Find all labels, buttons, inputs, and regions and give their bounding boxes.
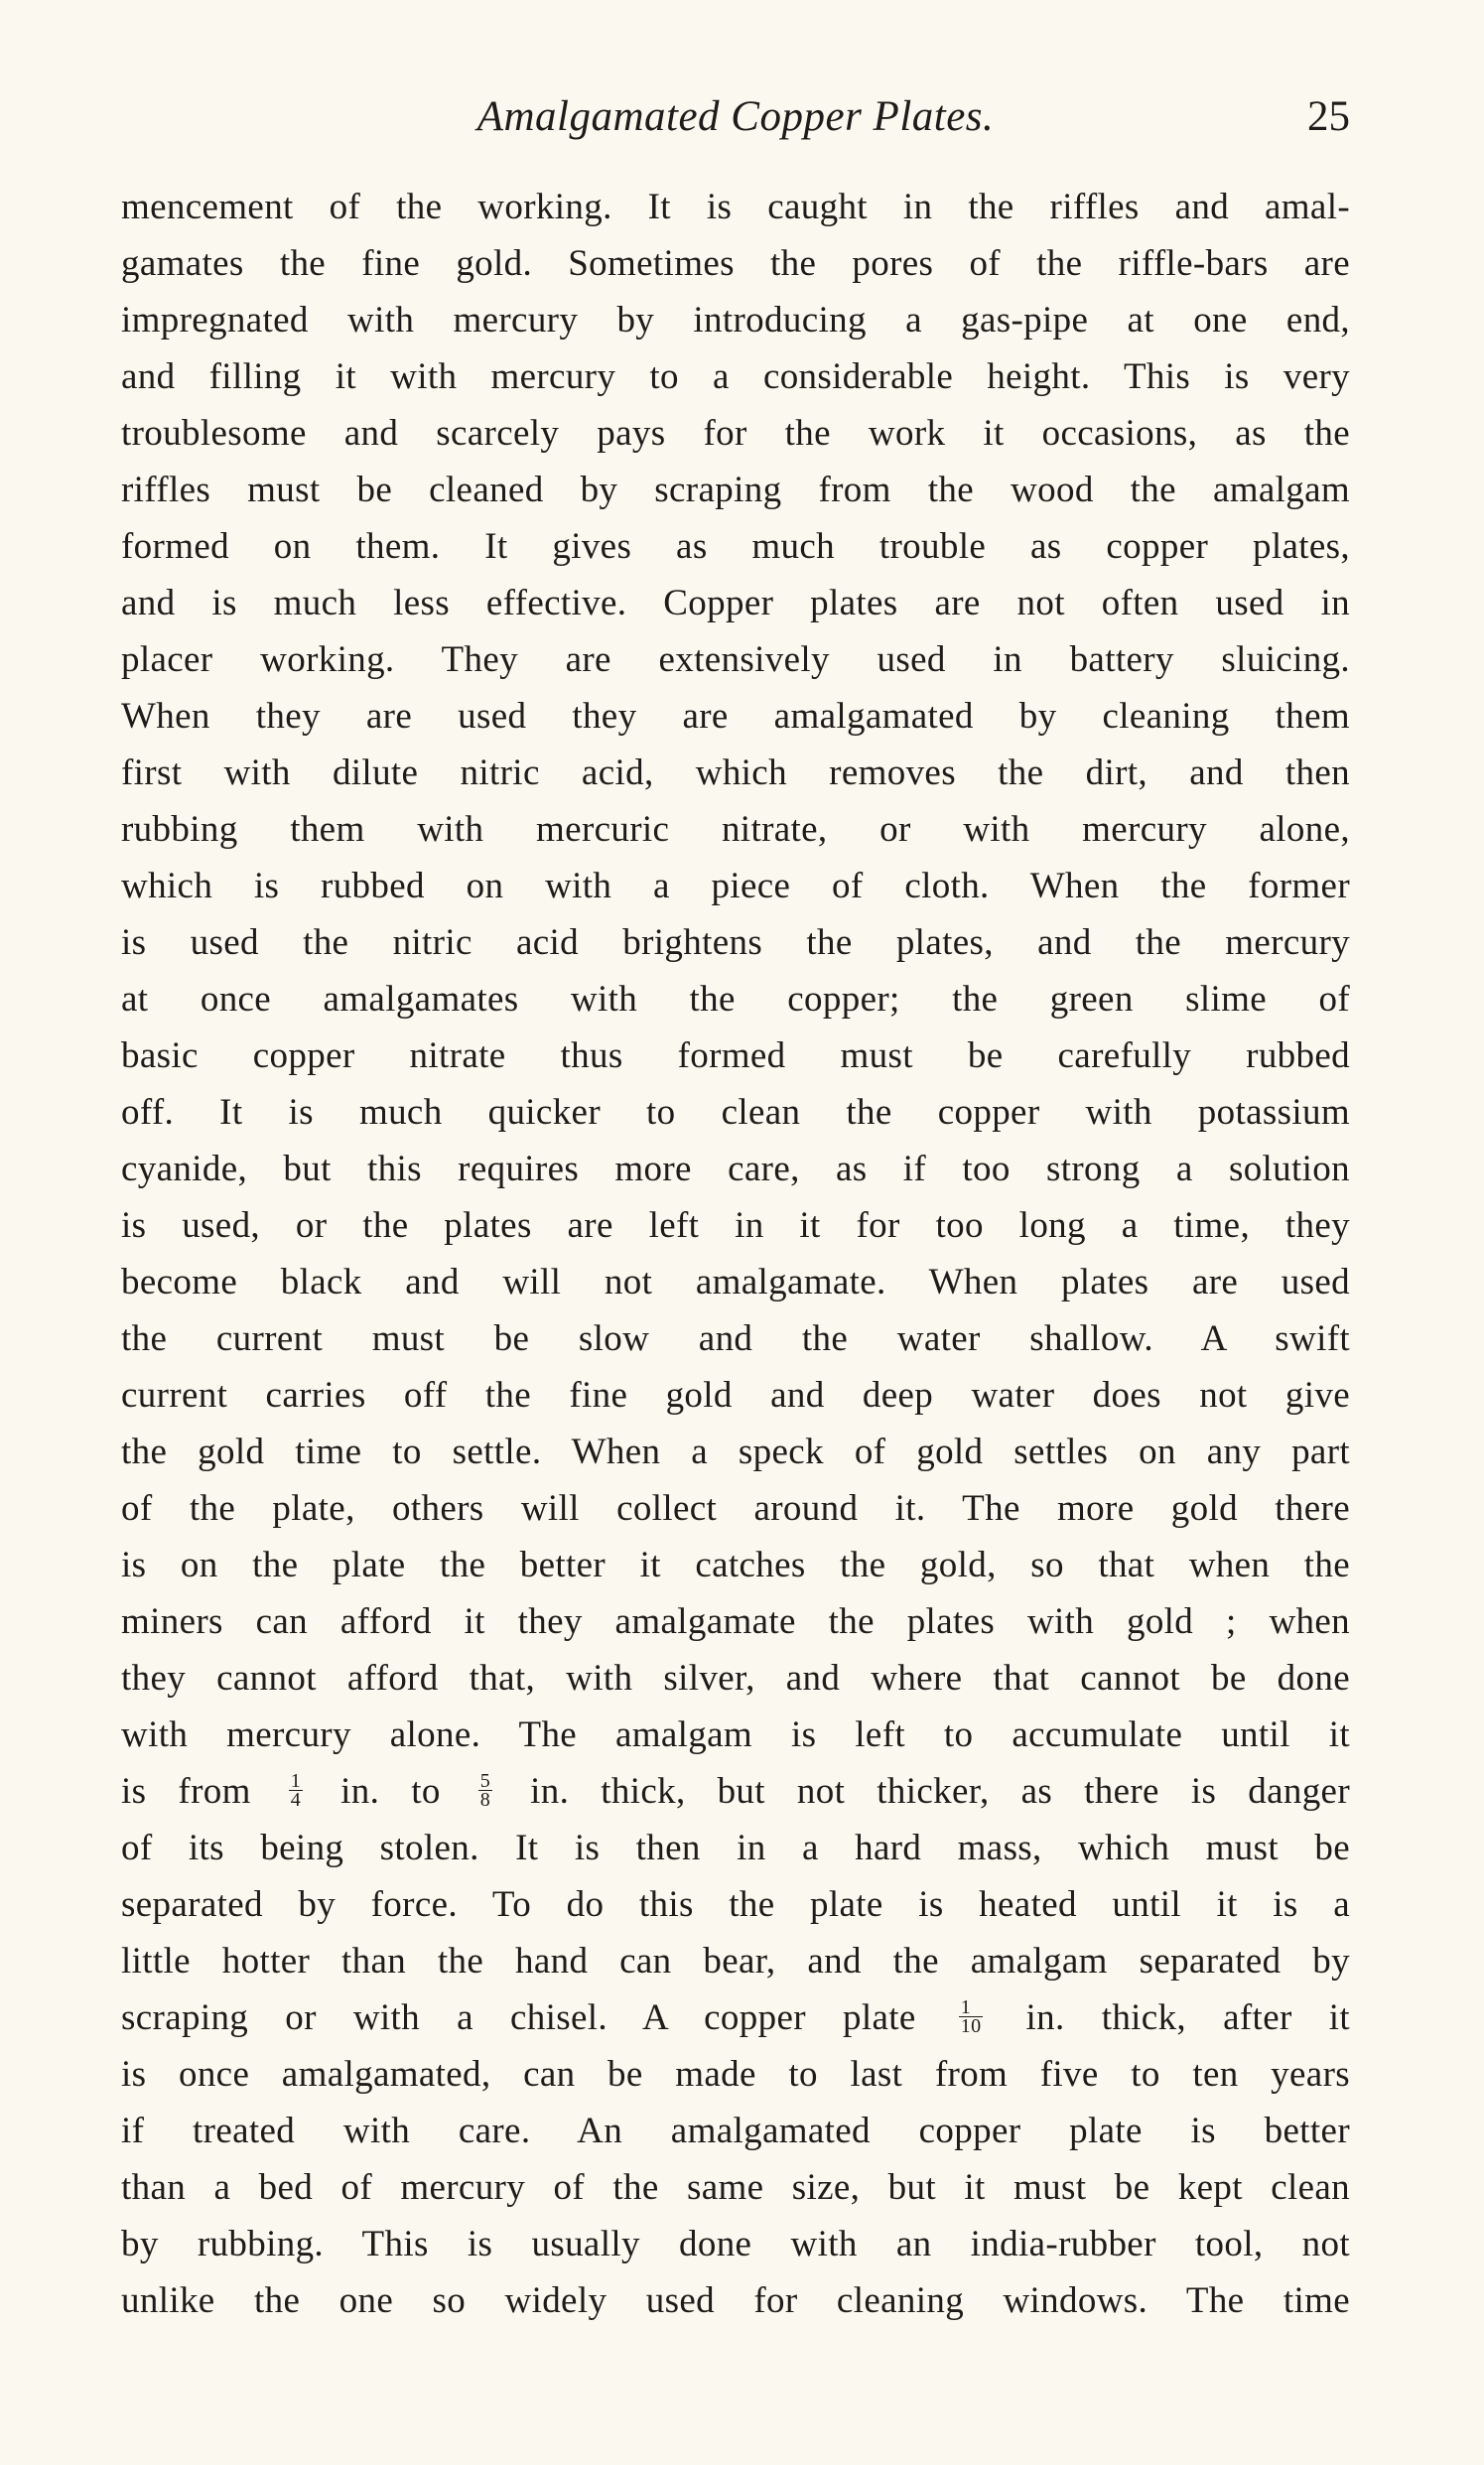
text-line: if treated with care. An amalgamated copper plate is better bbox=[121, 2111, 1350, 2151]
text-line-with-fraction bbox=[121, 1989, 1350, 2046]
text-line: little hotter than the hand can bear, and the amalgam separated by bbox=[121, 1941, 1350, 1982]
text-line: off. It is much quicker to clean the copper with potassium bbox=[121, 1092, 1350, 1133]
fraction-denominator: 8 bbox=[479, 1789, 491, 1812]
text-line: placer working. They are extensively used in battery sluicing. bbox=[121, 639, 1350, 680]
text-line: with mercury alone. The amalgam is left to accumulate until it bbox=[121, 1714, 1350, 1755]
text-line: first with dilute nitric acid, which removes the dirt, and then bbox=[121, 753, 1350, 793]
text-line: is on the plate the better it catches the gold, so that when the bbox=[121, 1545, 1350, 1585]
text-line: than a bed of mercury of the same size, but it must be kept clean bbox=[121, 2167, 1350, 2208]
text-line: they cannot afford that, with silver, and where that cannot be done bbox=[121, 1658, 1350, 1699]
text-line: formed on them. It gives as much trouble as copper plates, bbox=[121, 526, 1350, 567]
text-line: become black and will not amalgamate. When plates are used bbox=[121, 1262, 1350, 1302]
fraction-one-tenth bbox=[959, 1996, 984, 2038]
text-line: miners can afford it they amalgamate the plates with gold ; when bbox=[121, 1601, 1350, 1642]
text-segment: scraping or with a chisel. A copper plate bbox=[121, 1997, 916, 2038]
text-segment: in. thick, but not thicker, as there is danger bbox=[530, 1771, 1350, 1812]
text-segment: in. to bbox=[340, 1771, 441, 1812]
text-line: which is rubbed on with a piece of cloth. When the former bbox=[121, 866, 1350, 906]
text-line: and filling it with mercury to a considerable height. This is very bbox=[121, 356, 1350, 397]
text-line: separated by force. To do this the plate is heated until it is a bbox=[121, 1884, 1350, 1925]
fraction-quarter bbox=[289, 1770, 303, 1812]
text-line: unlike the one so widely used for cleaning windows. The time bbox=[121, 2280, 1350, 2321]
text-line: When they are used they are amalgamated by cleaning them bbox=[121, 696, 1350, 737]
text-line: is used, or the plates are left in it for too long a time, they bbox=[121, 1205, 1350, 1246]
text-line: the gold time to settle. When a speck of gold settles on any part bbox=[121, 1432, 1350, 1472]
text-segment: is from bbox=[121, 1771, 251, 1812]
fraction-denominator: 10 bbox=[960, 2015, 982, 2038]
text-line: of the plate, others will collect around it. The more gold there bbox=[121, 1488, 1350, 1529]
text-line: current carries off the fine gold and deep water does not give bbox=[121, 1375, 1350, 1416]
fraction-numerator: 1 bbox=[290, 1770, 302, 1793]
fraction-five-eighths bbox=[478, 1770, 492, 1812]
text-line-with-fractions bbox=[121, 1763, 1350, 1820]
fraction-numerator: 5 bbox=[479, 1770, 491, 1793]
text-line: and is much less effective. Copper plates are not often used in bbox=[121, 583, 1350, 623]
text-line: of its being stolen. It is then in a hard mass, which must be bbox=[121, 1828, 1350, 1868]
text-line: at once amalgamates with the copper; the green slime of bbox=[121, 979, 1350, 1020]
text-line: by rubbing. This is usually done with an india-rubber tool, not bbox=[121, 2224, 1350, 2264]
text-segment: in. thick, after it bbox=[1025, 1997, 1350, 2038]
text-line: cyanide, but this requires more care, as if too strong a solution bbox=[121, 1149, 1350, 1189]
text-line: is once amalgamated, can be made to last from five to ten years bbox=[121, 2054, 1350, 2095]
text-line: is used the nitric acid brightens the plates, and the mercury bbox=[121, 922, 1350, 963]
text-line: rubbing them with mercuric nitrate, or with mercury alone, bbox=[121, 809, 1350, 850]
body-text bbox=[121, 179, 1350, 2329]
text-line: basic copper nitrate thus formed must be carefully rubbed bbox=[121, 1035, 1350, 1076]
fraction-numerator: 1 bbox=[959, 1998, 984, 2017]
text-line: troublesome and scarcely pays for the work it occasions, as the bbox=[121, 413, 1350, 454]
fraction-denominator: 4 bbox=[290, 1789, 302, 1812]
text-line: mencement of the working. It is caught in the riffles and amal- bbox=[121, 187, 1350, 227]
text-line: riffles must be cleaned by scraping from the wood the amalgam bbox=[121, 470, 1350, 510]
text-line: gamates the fine gold. Sometimes the pores of the riffle-bars are bbox=[121, 243, 1350, 284]
running-head bbox=[121, 87, 1350, 147]
text-line: the current must be slow and the water shallow. A swift bbox=[121, 1318, 1350, 1359]
page-number: 25 bbox=[1307, 93, 1350, 140]
text-line: impregnated with mercury by introducing a gas-pipe at one end, bbox=[121, 300, 1350, 341]
running-title: Amalgamated Copper Plates. bbox=[476, 93, 995, 140]
